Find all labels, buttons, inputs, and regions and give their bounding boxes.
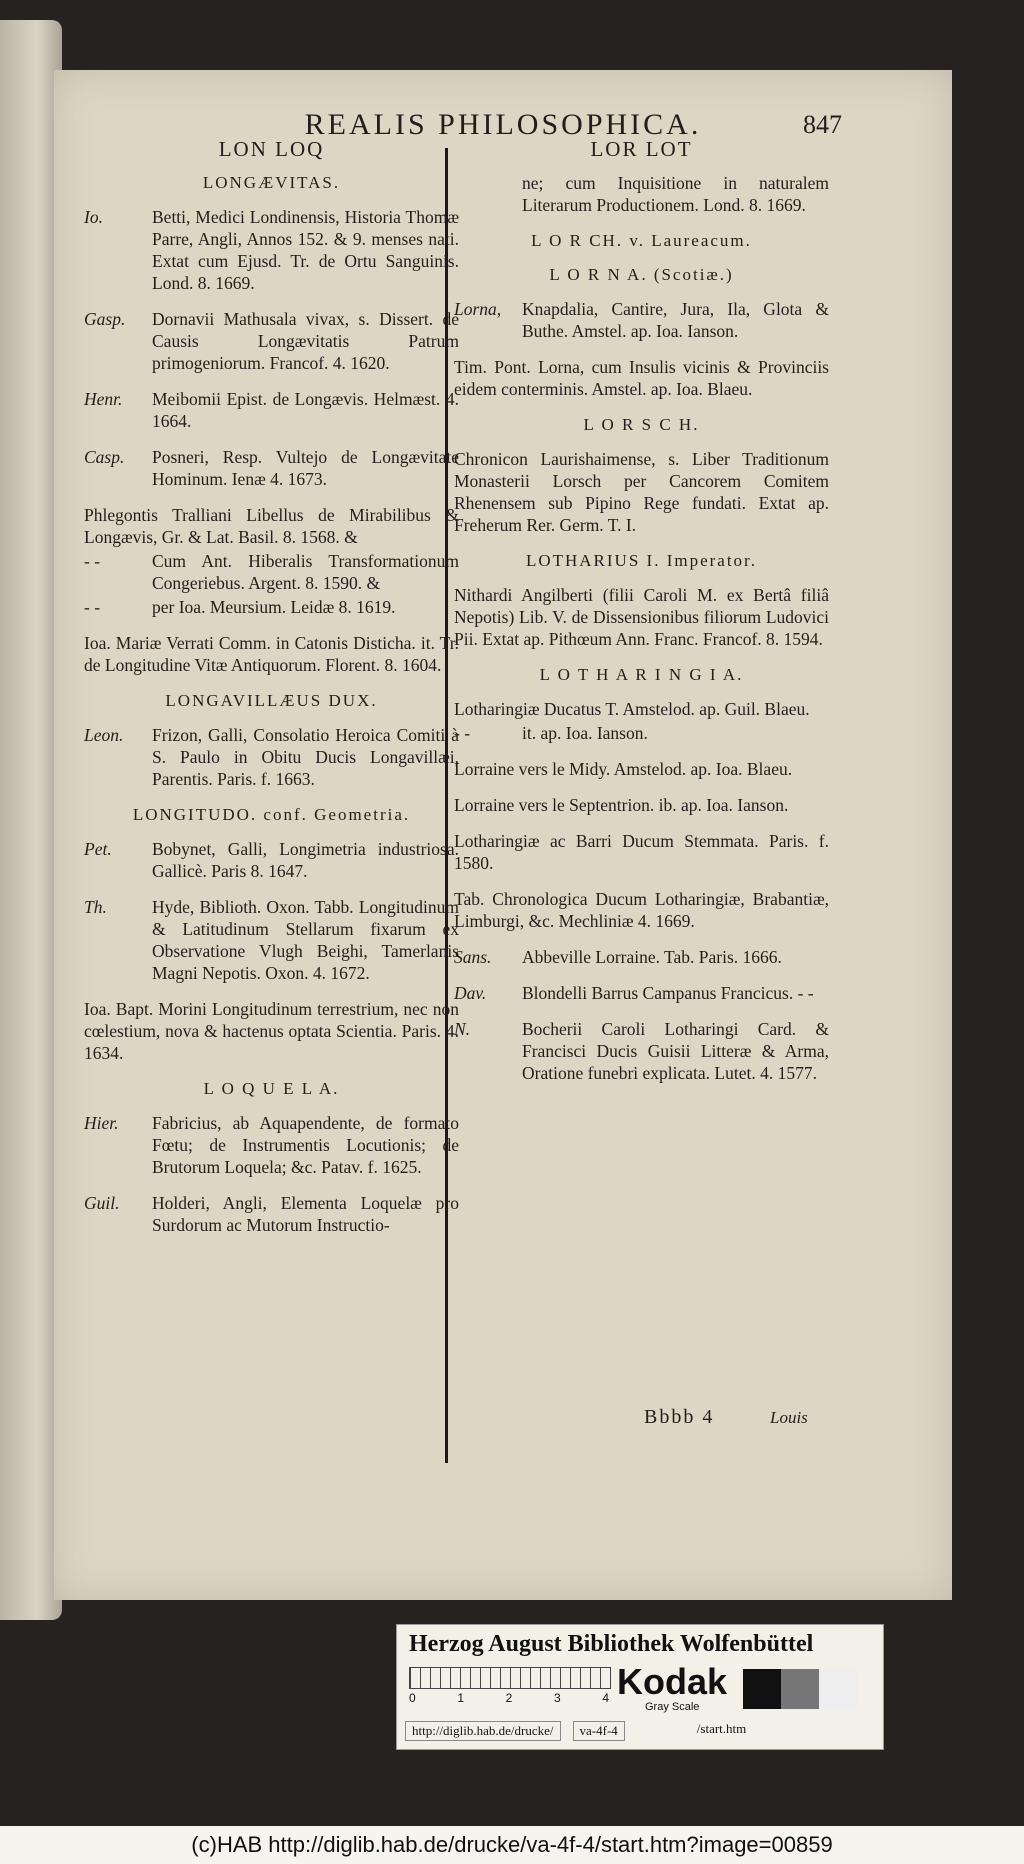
- entry-label: Th.: [84, 897, 107, 917]
- entry-text: Lotharingiæ ac Barri Ducum Stemmata. Paris. f. 1580.: [454, 831, 829, 873]
- entry-text: Cum Ant. Hiberalis Transformationum Congeriebus. Argent. 8. 1590. &: [152, 551, 459, 593]
- left-column-header: LON LOQ: [218, 137, 325, 161]
- entry-text: Frizon, Galli, Consolatio Heroica Comiti à S. Paulo in Obitu Ducis Longavillæi, Parentis. Paris. f. 1663.: [152, 725, 459, 789]
- section-heading: L O R S C H.: [583, 415, 700, 434]
- entry: [84, 308, 459, 374]
- previous-page-edge: [0, 20, 62, 1620]
- entry-text: per Ioa. Meursium. Leidæ 8. 1619.: [152, 597, 396, 617]
- entry-text: Blondelli Barrus Campanus Francicus. - -: [522, 983, 814, 1003]
- entry-label: - -: [84, 551, 101, 571]
- entry-text: it. ap. Ioa. Ianson.: [522, 723, 648, 743]
- ruler-tick: 3: [553, 1691, 561, 1705]
- library-name: Herzog August Bibliothek Wolfenbüttel: [409, 1631, 814, 1657]
- entry-text: Tim. Pont. Lorna, cum Insulis vicinis & Provinciis eidem conterminis. Amstel. ap. Ioa. Blaeu.: [454, 357, 829, 399]
- entry-label: Dav.: [454, 983, 487, 1003]
- ruler-tick: 0: [409, 1691, 416, 1705]
- entry: [84, 446, 459, 490]
- entry: [454, 298, 829, 342]
- entry-text: Holderi, Angli, Elementa Loquelæ pro Surdorum ac Mutorum Instructio-: [152, 1193, 459, 1235]
- entry-label: Henr.: [84, 389, 123, 409]
- copyright-footer: (c)HAB http://diglib.hab.de/drucke/va-4f-4/start.htm?image=00859: [0, 1826, 1024, 1864]
- scale-ruler: [409, 1667, 611, 1689]
- ruler-ticks: [409, 1691, 609, 1705]
- entry-text: Hyde, Biblioth. Oxon. Tabb. Longitudinum & Latitudinum Stellarum fixarum ex Observatione Vlugh Beighi, Tamerlanis Magni Nepotis. Oxon. 4. 1672.: [152, 897, 459, 983]
- entry-label: Guil.: [84, 1193, 120, 1213]
- entry-label: - -: [84, 597, 101, 617]
- entry-label: N.: [454, 1019, 471, 1039]
- entry: [84, 550, 459, 594]
- entry: [454, 1018, 829, 1084]
- entry-text: Ioa. Bapt. Morini Longitudinum terrestrium, nec non cœlestium, nova & hactenus optata Scientia. Paris. 4. 1634.: [84, 999, 459, 1063]
- entry-text: Dornavii Mathusala vivax, s. Dissert. de Causis Longævitatis Patrum primogeniorum. Francof. 4. 1620.: [152, 309, 459, 373]
- right-column-header: LOR LOT: [590, 137, 693, 161]
- right-column: [454, 138, 829, 1098]
- card-url-row: [405, 1721, 746, 1741]
- catchword: Louis: [770, 1408, 808, 1427]
- entry-text: Phlegontis Tralliani Libellus de Mirabilibus & Longævis, Gr. & Lat. Basil. 8. 1568. &: [84, 505, 459, 547]
- ruler-tick: 4: [602, 1691, 609, 1705]
- entry: [84, 596, 459, 618]
- entry: [84, 206, 459, 294]
- entry: [84, 838, 459, 882]
- section-heading: L O R CH. v. Laureacum.: [531, 231, 752, 250]
- entry-text: Lotharingiæ Ducatus T. Amstelod. ap. Guil. Blaeu.: [454, 699, 810, 719]
- entry-text: Bocherii Caroli Lotharingi Card. & Francisci Ducis Guisii Litteræ & Arma, Oratione funebri explicata. Lutet. 4. 1577.: [522, 1019, 829, 1083]
- section-heading: L O R N A. (Scotiæ.): [549, 265, 734, 284]
- ruler-tick: 2: [505, 1691, 513, 1705]
- section-heading: LOTHARIUS I. Imperator.: [525, 551, 758, 570]
- ruler-tick: 1: [457, 1691, 465, 1705]
- entry: [84, 724, 459, 790]
- entry-text: Fabricius, ab Aquapendente, de formato Fœtu; de Instrumentis Locutionis; de Brutorum Loquela; &c. Patav. f. 1625.: [152, 1113, 459, 1177]
- gray-patch: [743, 1669, 781, 1709]
- entry-label: Casp.: [84, 447, 125, 467]
- left-column: [84, 138, 459, 1250]
- entry: [84, 1192, 459, 1236]
- entry-label: Gasp.: [84, 309, 126, 329]
- entry-text: Betti, Medici Londinensis, Historia Thomæ Parre, Angli, Annos 152. & 9. menses nati. Extat cum Ejusd. Tr. de Ortu Sanguinis. Lond. 8. 1669.: [152, 207, 459, 293]
- entry: [454, 946, 829, 968]
- entry-text: Knapdalia, Cantire, Jura, Ila, Glota & Buthe. Amstel. ap. Ioa. Ianson.: [522, 299, 829, 341]
- section-heading: LONGITUDO. conf. Geometria.: [132, 805, 411, 824]
- entry-text: Nithardi Angilberti (filii Caroli M. ex Bertâ filiâ Nepotis) Lib. V. de Dissensionibus filiorum Ludovici Pii. Extat ap. Pithœum Ann. Franc. Francof. 8. 1594.: [454, 585, 829, 649]
- entry-text: Abbeville Lorraine. Tab. Paris. 1666.: [522, 947, 782, 967]
- page-number: 847: [803, 110, 842, 139]
- gray-patch: [781, 1669, 819, 1709]
- entry: [454, 722, 829, 744]
- entry: [84, 896, 459, 984]
- section-heading: L O Q U E L A.: [203, 1079, 340, 1098]
- entry-label: Sans.: [454, 947, 492, 967]
- entry: [454, 982, 829, 1004]
- card-url: http://diglib.hab.de/drucke/: [405, 1721, 561, 1741]
- card-file: /start.htm: [696, 1721, 747, 1736]
- library-color-card: [396, 1624, 884, 1750]
- entry-text: Tab. Chronologica Ducum Lotharingiæ, Brabantiæ, Limburgi, &c. Mechliniæ 4. 1669.: [454, 889, 829, 931]
- entry-text: Chronicon Laurishaimense, s. Liber Traditionum Monasterii Lorsch per Cancorem Comitem Rhenensem sub Pipino Rege fundati. Extat ap. Freherum Rer. Germ. T. I.: [454, 449, 829, 535]
- signature-mark: Bbbb 4: [644, 1406, 715, 1428]
- entry: [454, 172, 829, 216]
- entry-label: Io.: [84, 207, 103, 227]
- section-heading: LONGAVILLÆUS DUX.: [165, 691, 378, 710]
- running-head: REALIS PHILOSOPHICA.: [304, 108, 702, 141]
- entry-label: - -: [454, 723, 471, 743]
- gray-patch: [819, 1669, 857, 1709]
- entry-text: ne; cum Inquisitione in naturalem Literarum Productionem. Lond. 8. 1669.: [522, 173, 829, 215]
- section-heading: L O T H A R I N G I A.: [539, 665, 744, 684]
- gray-scale-patches: [743, 1669, 857, 1709]
- entry-label: Pet.: [84, 839, 112, 859]
- entry: [84, 1112, 459, 1178]
- book-page: [54, 70, 952, 1600]
- entry-text: Lorraine vers le Midy. Amstelod. ap. Ioa. Blaeu.: [454, 759, 793, 779]
- entry-text: Meibomii Epist. de Longævis. Helmæst. 4. 1664.: [152, 389, 459, 431]
- gray-scale-label: Gray Scale: [645, 1701, 700, 1713]
- entry-text: Posneri, Resp. Vultejo de Longævitate Hominum. Ienæ 4. 1673.: [152, 447, 459, 489]
- entry-label: Lorna,: [454, 299, 502, 319]
- card-shelfmark: va-4f-4: [573, 1721, 625, 1741]
- kodak-logo: Kodak: [617, 1661, 728, 1702]
- entry-label: Leon.: [84, 725, 124, 745]
- entry-label: Hier.: [84, 1113, 119, 1133]
- entry: [84, 388, 459, 432]
- entry-text: Bobynet, Galli, Longimetria industriosa. Gallicè. Paris 8. 1647.: [152, 839, 459, 881]
- entry-text: Ioa. Mariæ Verrati Comm. in Catonis Disticha. it. Tr. de Longitudine Vitæ Antiquorum. Florent. 8. 1604.: [84, 633, 459, 675]
- entry-text: Lorraine vers le Septentrion. ib. ap. Ioa. Ianson.: [454, 795, 789, 815]
- section-heading: LONGÆVITAS.: [202, 173, 341, 192]
